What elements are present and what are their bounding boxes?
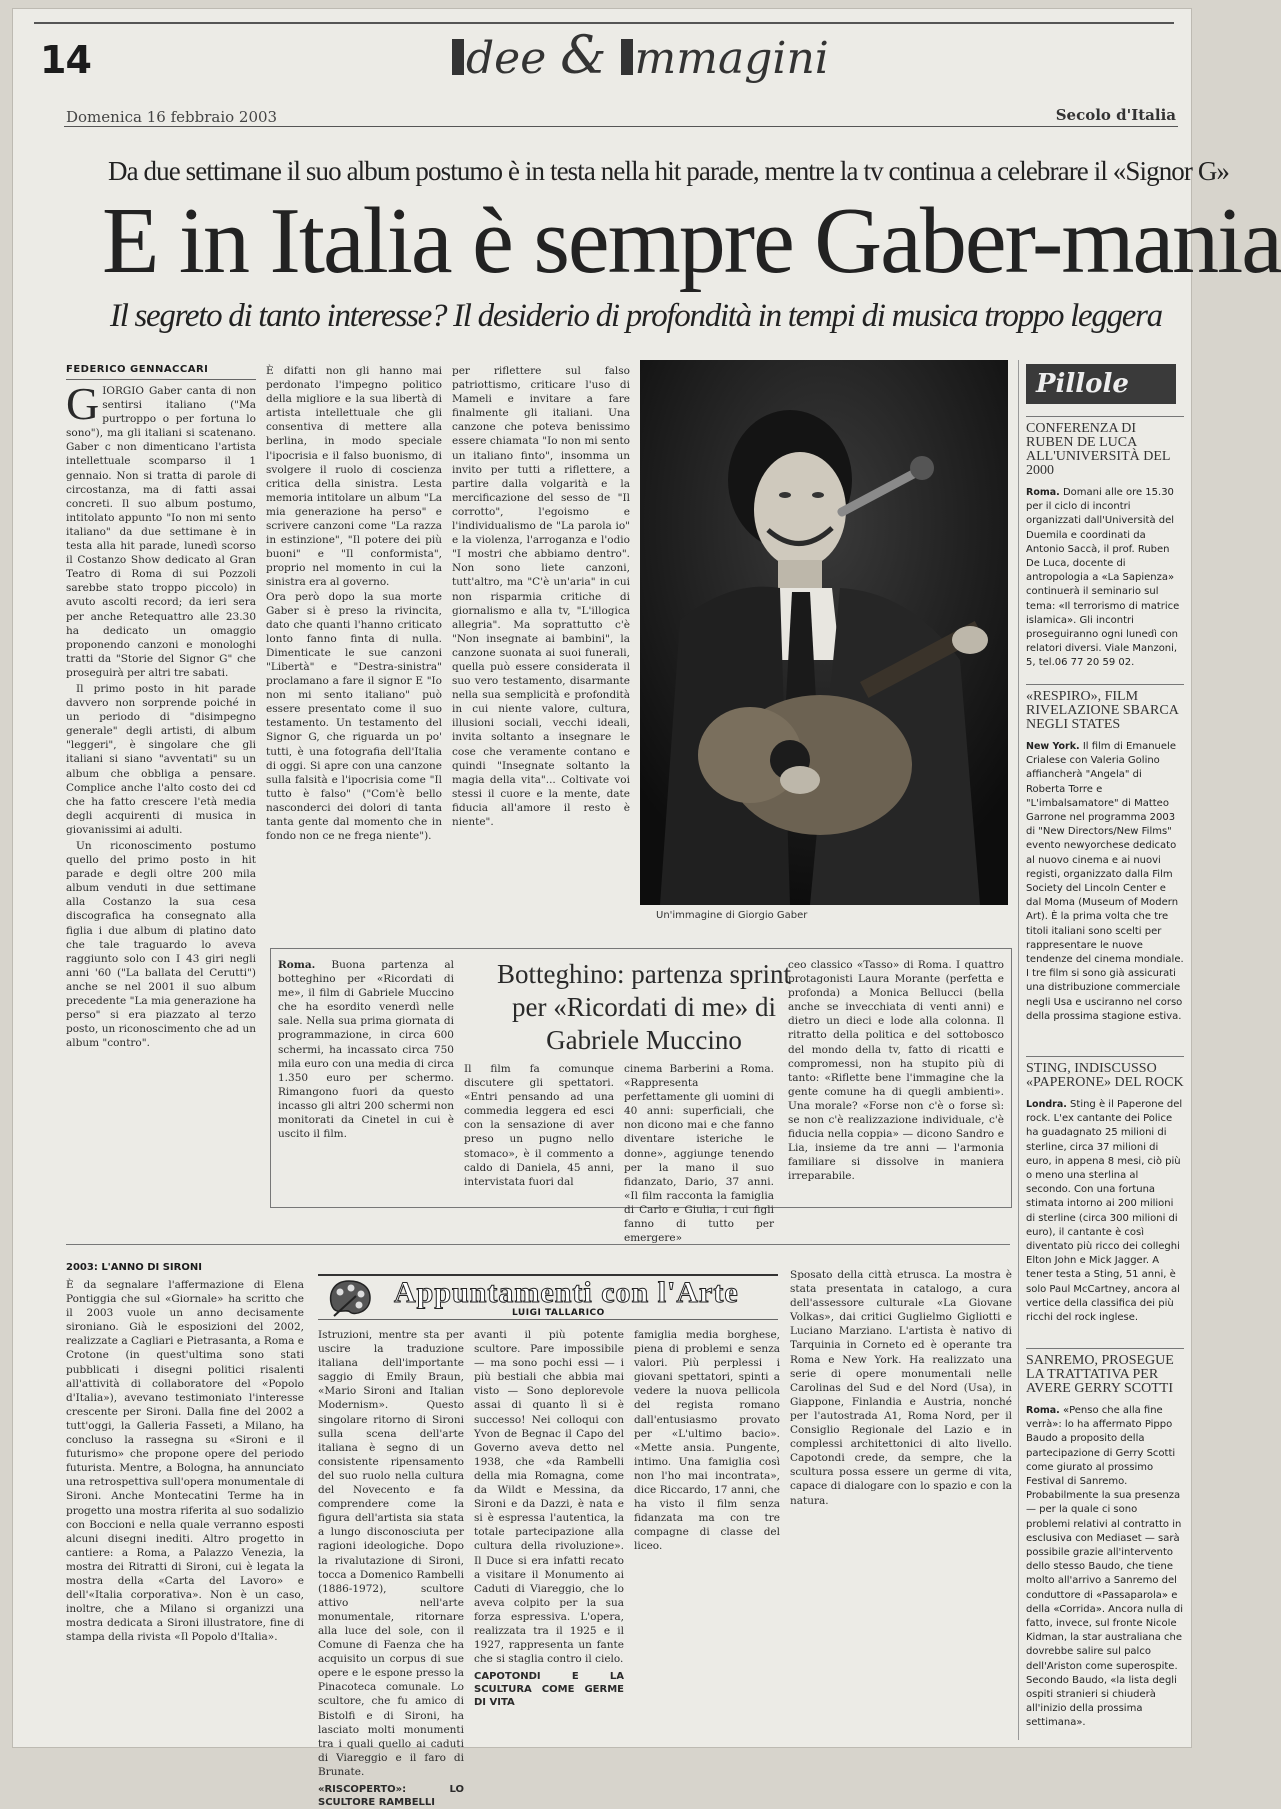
botteghino-column-4 (788, 958, 1004, 1202)
article-column-1 (66, 378, 256, 1216)
brief-text: «Penso che alla fine verrà»: lo ha affermato Pippo Baudo a proposito della partecipazione di Gerry Scotti come giurato al prossimo Festival di Sanremo. Probabilmente la sua presenza — per la quale ci sono problemi relativi al contratto in esclusiva con Mediaset — sarà possibile grazie all'intervento dello stesso Baudo, che tiene molto all'arrivo a Sanremo del conduttore di «Passaparola» e della «Corrida». Ancora nulla di fatto, invece, sul fronte Nicole Kidman, la star australiana che dovrebbe salire sul palco dell'Ariston come superospite. Secondo Baudo, «la lista degli ospiti stranieri si chiuderà all'inizio della prossima settimana». (1026, 1405, 1184, 1729)
brief-city: Londra. (1026, 1099, 1067, 1110)
brief-title: STING, INDISCUSSO «PAPERONE» DEL ROCK (1026, 1056, 1184, 1090)
brief-title: CONFERENZA DI RUBEN DE LUCA ALL'UNIVERSITÀ DEL 2000 (1026, 416, 1184, 478)
brief-city: Roma. (1026, 1405, 1060, 1416)
botteghino-text: Buona partenza al botteghino per «Ricordati di me», il film di Gabriele Muccino che ha esordito venerdì nelle sale. Nella sua prima giornata di programmazione, in circa 600 schermi, ha incassato circa 750 mila euro con una media di circa 1.350 euro per schermo. Rimangono fuori da questo incasso gli altri 200 schermi non monitorati da Cinetel in cui è uscito il film. (278, 959, 455, 1141)
pillole-header: Pillole (1026, 364, 1176, 404)
appuntamenti-text: avanti il più potente scultore. Pare impossibile — ma sono pochi essi — i più bestiali che abbia mai visto — Sono deplorevole assai di quanto lì si è successo! Nei colloqui con Yvon de Begnac il Capo del Governo aveva detto nel 1938, che «da Rambelli della mia Romagna, come da Wildt e Messina, da Sironi e da Dazzi, è nata e si è espressa l'autentica, la totale partecipazione alla cultura della rivoluzione». Il Duce si era infatti recato a visitare il Monumento ai Caduti di Viareggio, che lo aveva colpito per la sua forza espressiva. L'opera, realizzata tra il 1925 e il 1927, rappresenta un fante che si staglia contro il cielo. (474, 1329, 624, 1666)
top-rule (34, 22, 1174, 24)
pillole-brief (1026, 1056, 1184, 1325)
appuntamenti-title: Appuntamenti con l'Arte (394, 1276, 739, 1309)
appuntamenti-column-3: famiglia media borghese, piena di problemi e senza valori. Più perplessi i giovani spettatori, spinti a vedere la nuova pellicola del regista romano dall'entusiasmo provato per «L'ultimo bacio». «Mette ansia. Pungente, intimo. Una famiglia così non l'ho mai incontrata», dice Riccardo, 17 anni, che ha visto il film senza fidanzata ma con tre compagne di classe del liceo. (634, 1329, 780, 1553)
page-number: 14 (40, 38, 91, 82)
section-word-1: dee (466, 33, 547, 84)
brief-body (1026, 740, 1184, 1024)
palette-icon (326, 1278, 372, 1318)
botteghino-column-3: cinema Barberini a Roma. «Rappresenta perfettamente gli uomini di 40 anni: superficiali, che non dicono mai e che fanno diventare isteriche le donne», aggiunge tenendo per la mano il suo fidanzato, Dario, 37 anni. «Il film racconta la famiglia di Carlo e Giulia, i cui figli fanno di tutto per emergere» (624, 1063, 774, 1245)
article-headline: E in Italia è sempre Gaber-mania (102, 189, 1281, 293)
appuntamenti-column-2 (474, 1328, 624, 1742)
section-title (452, 26, 829, 86)
sironi-column: È da segnalare l'affermazione di Elena Pontiggia che sul «Giornale» ha scritto che il 2003 vuole un anno decisamente sironiano. Già le esposizioni del 2002, realizzate a Cagliari e Pietrasanta, a Roma e Crotone (in quest'ultima sono stati pubblicati i disegni politici risalenti all'attività di collaboratore del «Popolo d'Italia»), avevano testimoniato l'interesse crescente per Sironi. Dalla fine del 2002 a tutt'oggi, la Galleria Fasseti, a Milano, ha concluso la rassegna su «Sironi e il futurismo» che propone opere del periodo futurista. Mentre, a Bologna, ha annunciato una retrospettiva sull'opera monumentale di Sironi. Anche Montecatini Terme ha in progetto una mostra riferita al suo sodalizio con Boccioni e nella quale verranno esposti alcuni disegni inediti. Altro progetto in cantiere: a Roma, a Palazzo Venezia, la mostra dei Ritratti di Sironi, cui è legata la mostra della «Carta del Lavoro» e dell'«Italia corporativa». Non è un caso, inoltre, che a Milano si organizzi una mostra dedicata a Sironi illustratore, fine di stampa della rivista «Il Popolo d'Italia». (66, 1279, 304, 1644)
section-bar-mark (452, 39, 464, 75)
section-bar-mark-2 (621, 39, 633, 75)
pillole-brief (1026, 1348, 1184, 1731)
appuntamenti-text: Istruzioni, mentre sta per uscire la traduzione italiana dell'importante saggio di Emily Braun, «Mario Sironi and Italian Modernism». Questo singolare ritorno di Sironi sulla scena dell'arte italiana è segno di un consistente ripensamento del suo ruolo nella cultura del Novecento e fa comprendere come la figura dell'artista sia stata a lungo disconosciuta per ragioni ideologiche. Dopo la rivalutazione di Sironi, tocca a Domenico Rambelli (1886-1972), scultore attivo nell'arte monumentale, ritornare alla luce del sole, con il Comune di Faenza che ha acquisito un corpus di sue opere e le espone presso la Pinacoteca comunale. Lo scultore, che fu amico di Bistolfi e di Sironi, ha lasciato molti monumenti tra i quali quello ai caduti di Viareggio e il faro di Brunate. (318, 1329, 464, 1778)
newspaper-name: Secolo d'Italia (1055, 106, 1176, 124)
newspaper-page (12, 8, 1281, 1808)
section-ampersand: & (560, 26, 607, 86)
brief-body (1026, 1404, 1184, 1731)
brief-text: Sting è il Paperone del rock. L'ex cantante dei Police ha guadagnato 25 milioni di sterline, circa 37 milioni di euro, in appena 8 mesi, ciò più o meno una sterlina al secondo. Con una fortuna stimata intorno ai 200 milioni di sterline (circa 300 milioni di euro), il cantante è così diventato più ricco dei colleghi Elton John e Mick Jagger. A tener testa a Sting, 51 anni, è solo Paul McCartney, ancora al vertice della classifica dei più ricchi del rock inglese. (1026, 1099, 1183, 1324)
botteghino-text: ceo classico «Tasso» di Roma. I quattro protagonisti Laura Morante (perfetta e profonda) a Monica Bellucci (bella anche se invecchiata di venti anni) e dietro un dieci e lode alla colonna. Il ritratto della politica e del sottobosco del mondo della tv, fatto di ricatti e compromessi, non ha stupito più di tanto: «Riflette bene l'immagine che la gente comune ha di quegli ambienti». Una morale? «Forse non c'è o forse sì: se non c'è realizzazione individuale, c'è fiducia nella coppia» — dicono Sandro e Lia, insieme da tre anni — l'armonia familiare si dissolve in maniera irreparabile. (788, 959, 1004, 1183)
article-paragraph: Un riconoscimento postumo quello del primo posto in hit parade e degli oltre 200 mila album venduti in due settimane alla Costanzo la sua cesa discografica ha consegnato alla figlia i due album di platino dato che tale traguardo lo aveva raggiunto solo con I 43 giri negli anni '60 ("La ballata del Cerutti") anche se nel 2001 il suo album precedente "La mia generazione ha perso" si era piazzato al terzo posto, un riconoscimento che ad un album "contro". (66, 840, 256, 1050)
botteghino-title: Botteghino: partenza sprint per «Ricordati di me» di Gabriele Muccino (497, 959, 791, 1055)
section-divider (66, 1244, 1010, 1245)
brief-title: SANREMO, PROSEGUE LA TRATTATIVA PER AVERE GERRY SCOTTI (1026, 1348, 1184, 1396)
appuntamenti-author: LUIGI TALLARICO (512, 1308, 605, 1318)
appuntamenti-subhead: «RISCOPERTO»: LO SCULTORE RAMBELLI (318, 1784, 464, 1808)
column-rule (1018, 360, 1019, 1740)
brief-city: Roma. (1026, 487, 1060, 498)
brief-city: New York. (1026, 741, 1080, 752)
sironi-title: 2003: L'ANNO DI SIRONI (66, 1262, 202, 1273)
photo-caption: Un'immagine di Giorgio Gaber (656, 910, 808, 921)
gaber-photo (640, 360, 1008, 905)
brief-title: «RESPIRO», FILM RIVELAZIONE SBARCA NEGLI STATES (1026, 684, 1184, 732)
botteghino-column-2: Il film fa comunque discutere gli spettatori. «Entri pensando ad una commedia leggera ed esci con la sensazione di aver preso un pugno nello stomaco», è il commento a caldo di Daniela, 45 anni, intervistata fuori dal (464, 1063, 614, 1188)
botteghino-column-1 (278, 958, 454, 1202)
singer-with-guitar-illustration (640, 360, 1008, 905)
botteghino-city: Roma. (278, 959, 316, 971)
section-word-2: mmagini (634, 33, 829, 84)
header-rule (64, 126, 1178, 127)
article-column-3: per riflettere sul falso patriottismo, criticare l'uso di Mameli e invitare a fare finalmente gli italiani. Una canzone che poteva benissimo essere chiamata "Io non mi sento un italiano finto", insomma un invito per tutti a riflettere, a partire dalla volgarità e la mercificazione del sesso de "Il corrotto", l'egoismo e l'individualismo de "La parola io" e la violenza, l'arroganza e l'odio "I mostri che abbiamo dentro". Non sono liete canzoni, tutt'altro, ma "C'è un'aria" in cui non risparmia critiche di giornalismo e alla tv, "L'illogica allegria". Ma soprattutto c'è "Non insegnate ai bambini", la canzone suonata ai suoi funerali, quella può essere considerata il suo vero testamento, disarmante nella sua semplicità e profondità in cui niente valore, cultura, illusioni sociali, vecchi ideali, invita soltanto a insegnare le cose che veramente contano e quindi "Insegnate soltanto la magia della vita"... Coltivate voi stessi il cuore e la mente, date fiducia all'amore il resto è niente". (452, 365, 630, 828)
article-subhead: Il segreto di tanto interesse? Il desiderio di profondità in tempi di musica troppo leggera (110, 298, 1162, 334)
brief-body (1026, 486, 1184, 671)
article-paragraph: Il primo posto in hit parade davvero non sorprende poiché in un periodo di "disimpegno generale" degli artisti, di album "leggeri", è singolare che gli italiani si siano "avventati" su un album che obbliga a pensare. Complice anche l'alto costo dei cd che ha fatto crescere l'età media degli acquirenti di musica in giovanissimi ai adulti. (66, 682, 256, 836)
pillole-brief (1026, 684, 1184, 1024)
issue-date: Domenica 16 febbraio 2003 (66, 108, 278, 126)
brief-text: Il film di Emanuele Crialese con Valeria Golino affiancherà "Angela" di Roberta Torre e "L'imbalsamatore" di Matteo Garrone nel programma 2003 di "New Directors/New Films" evento newyorchese dedicato al nuovo cinema e ai nuovi registi, organizzato dalla Film Society del Lincoln Center e dal Moma (Museum of Modern Art). È la prima volta che tre titoli italiani sono scelti per rappresentare le nuove tendenze del cinema mondiale. I tre film si sono già assicurati una distribuzione commerciale negli Usa e usciranno nel corso della prossima stagione estiva. (1026, 741, 1184, 1022)
article-paragraph: IORGIO Gaber canta di non sentirsi italiano ("Ma purtroppo o per fortuna lo sono"), ma gli italiani si scatenano. Gaber c non dimenticano l'artista intellettuale scomparso il 1 gennaio. Non si tratta di parole di circostanza, ma di fatti assai concreti. Il suo album postumo, intitolato appunto "Io non mi sento italiano" da due settimane è in testa alla hit parade, lunedì scorso il Costanzo Show dedicato al Gran Teatro di Roma di sui Pozzoli sarebbe stato troppo piccolo) in avuto ascolti record; da ieri sera per anche Retequattro alle 23.30 ha dedicato un omaggio proponendo canzoni e monologhi tratti da "Storie del Signor G" che proseguirà per altri tre sabati. (66, 385, 256, 679)
appuntamenti-column-1 (318, 1328, 464, 1808)
article-column-2: È difatti non gli hanno mai perdonato l'impegno politico della migliore e la sua libertà di artista intellettuale che gli consentiva di mettere alla berlina, in modo speciale l'ipocrisia e il falso buonismo, di svolgere il ruolo di coscienza critica della sinistra. Lesta memoria intitolare un album "La mia generazione ha perso" e scrivere canzoni come "La razza in estinzione", "Il potere dei più buoni" e "Il conformista", proprio nel momento in cui la sinistra era al governo. Ora però dopo la sua morte Gaber si è preso la rivincita, dato che quanti l'hanno criticato lonto fanno finta di nulla. Dimenticate le sue canzoni "Libertà" e "Destra-sinistra" proclamano a fare il signor E "Io non mi sento italiano" può essere presentato come il suo testamento. Un testamento del Signor G, che riguarda un po' tutti, è una fotografia dell'Italia di oggi. Si apre con una canzone sulla falsità e l'ipocrisia come "Il tutto è falso" ("Com'è bello nasconderci dei dolori di tanta tanta gente dal momento che in fondo non ce ne frega niente"). (266, 365, 442, 843)
appuntamenti-subhead: CAPOTONDI E LA SCULTURA COME GERME DI VITA (474, 1671, 624, 1709)
pillole-brief (1026, 416, 1184, 671)
brief-text: Domani alle ore 15.30 per il ciclo di incontri organizzati dall'Università del Duemila e coordinati da Antonio Saccà, il prof. Ruben De Luca, docente di antropologia a «La Sapienza» continuerà il seminario sul tema: «Il terrorismo di matrice islamica». Gli incontri proseguiranno ogni lunedì con relatori diversi. Viale Manzoni, 5, tel.06 77 20 59 02. (1026, 487, 1180, 669)
drop-cap: G (66, 378, 100, 429)
article-kicker: Da due settimane il suo album postumo è in testa nella hit parade, mentre la tv continua a celebrare il «Signor G» (108, 156, 1230, 186)
article-byline: FEDERICO GENNACCARI (66, 364, 256, 380)
brief-body (1026, 1098, 1184, 1325)
appuntamenti-column-4: Sposato della città etrusca. La mostra è stata presentata in catalogo, a cura dell'assessore culturale «La Giovane Volkas», dai critici Guglielmo Gigliotti e Luciano Marziano. L'artista è nativo di Tarquinia in Corneto ed è operante tra Roma e New York. Ha realizzato una serie di opere monumentali nelle Carolinas del Sud e del Nord (Usa), in Giappone, Finlandia e Austria, nonché per l'autostrada A1, Roma Nord, per il Consiglio Regionale del Lazio e in complessi architettonici di alto livello. Capotondi crede, da sempre, che la scultura possa essere un germe di vita, capace di dialogare con lo spazio e con la natura. (790, 1269, 1012, 1507)
